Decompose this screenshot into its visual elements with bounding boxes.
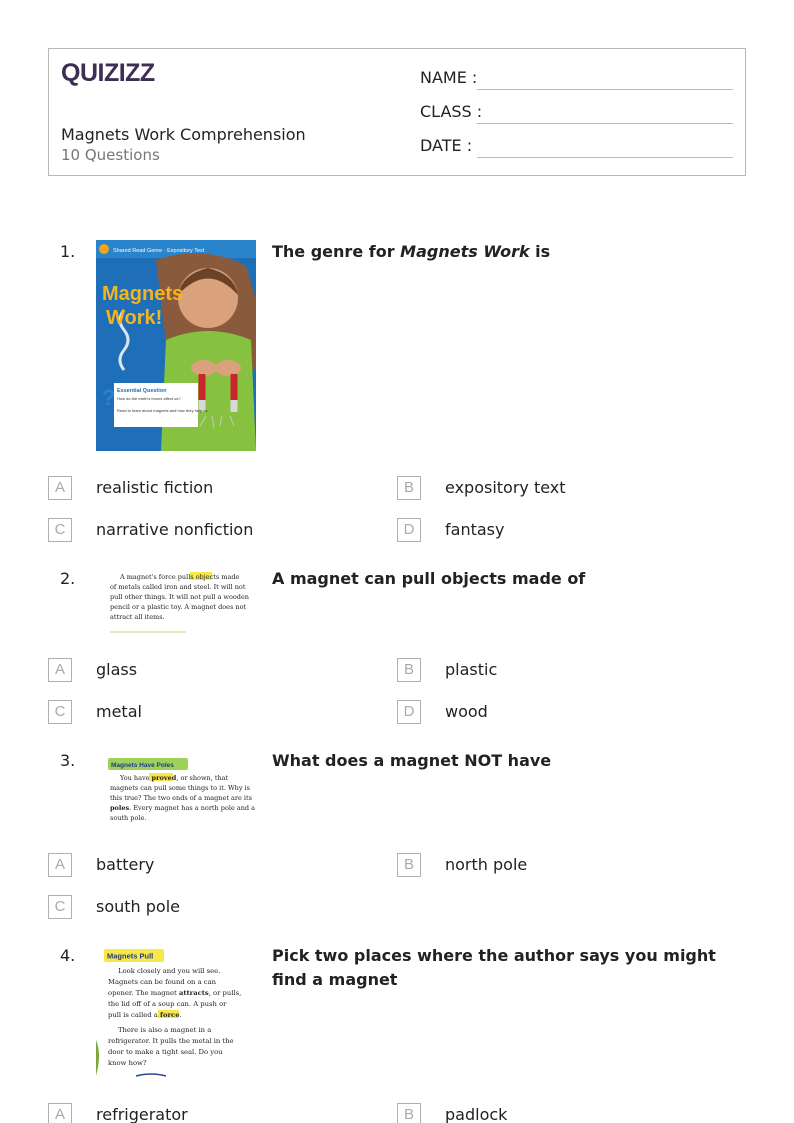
option-text[interactable]: metal xyxy=(96,702,142,721)
question-number: 3. xyxy=(60,751,76,770)
option-letter[interactable]: B xyxy=(397,476,421,500)
worksheet-header xyxy=(48,48,746,176)
option-text[interactable]: realistic fiction xyxy=(96,478,214,497)
option-text[interactable]: battery xyxy=(96,855,155,874)
option-text[interactable]: expository text xyxy=(445,478,566,497)
svg-text:Magnets Have Poles: Magnets Have Poles xyxy=(111,762,174,769)
option-text[interactable]: wood xyxy=(445,702,488,721)
option-letter[interactable]: B xyxy=(397,1103,421,1123)
option-letter[interactable]: A xyxy=(48,476,72,500)
svg-text:poles. Every magnet has a nort: poles. Every magnet has a north pole and a xyxy=(110,804,256,812)
question-number: 4. xyxy=(60,946,76,965)
option-letter[interactable]: B xyxy=(397,658,421,682)
option-text[interactable]: padlock xyxy=(445,1105,508,1123)
quizizz-logo: QUIZIZZ xyxy=(61,59,155,87)
date-line[interactable] xyxy=(477,157,733,158)
name-label: NAME : xyxy=(420,68,478,87)
option-letter[interactable]: A xyxy=(48,1103,72,1123)
svg-text:Look closely and you will see.: Look closely and you will see. xyxy=(118,967,221,975)
date-label: DATE : xyxy=(420,136,473,155)
question-count: 10 Questions xyxy=(61,146,160,164)
svg-text:opener. The magnet attracts, o: opener. The magnet attracts, or pulls, xyxy=(108,989,242,997)
svg-text:How do the earth's forces affe: How do the earth's forces affect us? xyxy=(117,396,181,401)
svg-text:of metals called iron and stee: of metals called iron and steel. It will not xyxy=(110,583,246,591)
svg-text:pull other things. It will not: pull other things. It will not pull a wooden xyxy=(110,593,249,601)
question-text: The genre for Magnets Work is xyxy=(272,242,551,261)
svg-text:Read to learn about magnets an: Read to learn about magnets and how they help us. xyxy=(117,408,209,413)
option-text[interactable]: glass xyxy=(96,660,138,679)
option-text[interactable]: plastic xyxy=(445,660,498,679)
book-cover-image xyxy=(96,240,256,451)
question-number: 1. xyxy=(60,242,76,261)
question-text: A magnet can pull objects made of xyxy=(272,569,586,588)
svg-text:There is also a magnet in a: There is also a magnet in a xyxy=(118,1026,212,1034)
option-letter[interactable]: D xyxy=(397,700,421,724)
option-letter[interactable]: C xyxy=(48,700,72,724)
svg-text:Shared Read Genre · Exposito: Shared Read Genre · Expository Text xyxy=(113,248,205,254)
svg-text:the lid off of a soup can. A p: the lid off of a soup can. A push or xyxy=(108,1000,227,1008)
svg-text:You have proved, or shown, tha: You have proved, or shown, that xyxy=(120,774,229,782)
question-text: Pick two places where the author says you might find a magnet xyxy=(272,946,716,989)
question-number: 2. xyxy=(60,569,76,588)
svg-text:south pole.: south pole. xyxy=(110,814,147,822)
svg-text:Magnets Pull: Magnets Pull xyxy=(107,951,154,961)
svg-text:door to make a tight seal. Do: door to make a tight seal. Do you xyxy=(108,1048,223,1056)
text-excerpt-image xyxy=(96,567,256,637)
option-text[interactable]: south pole xyxy=(96,897,180,916)
option-letter[interactable]: A xyxy=(48,658,72,682)
name-line[interactable] xyxy=(477,89,733,90)
option-letter[interactable]: C xyxy=(48,518,72,542)
option-letter[interactable]: D xyxy=(397,518,421,542)
svg-text:Work!: Work! xyxy=(106,307,163,329)
svg-text:this true? The two ends of a m: this true? The two ends of a magnet are its xyxy=(110,794,252,802)
option-letter[interactable]: A xyxy=(48,853,72,877)
option-text[interactable]: narrative nonfiction xyxy=(96,520,254,539)
svg-text:Magnets: Magnets xyxy=(102,283,184,305)
option-text[interactable]: fantasy xyxy=(445,520,505,539)
question-text: What does a magnet NOT have xyxy=(272,751,552,770)
svg-text:pull is called a force.: pull is called a force. xyxy=(108,1011,182,1019)
text-excerpt-image xyxy=(96,944,256,1078)
svg-text:Magnets can be found on a can: Magnets can be found on a can xyxy=(108,978,217,986)
option-text[interactable]: refrigerator xyxy=(96,1105,188,1123)
option-text[interactable]: north pole xyxy=(445,855,528,874)
option-letter[interactable]: C xyxy=(48,895,72,919)
svg-text:?: ? xyxy=(102,385,116,410)
option-letter[interactable]: B xyxy=(397,853,421,877)
svg-text:know how?: know how? xyxy=(108,1059,147,1067)
svg-text:attract all items.: attract all items. xyxy=(110,613,165,621)
svg-text:Essential Question: Essential Question xyxy=(117,388,167,394)
class-label: CLASS : xyxy=(420,102,483,121)
text-excerpt-image xyxy=(96,749,256,829)
svg-text:magnets can pull some things t: magnets can pull some things to it. Why is xyxy=(110,784,250,792)
svg-text:pencil or a plastic toy. A mag: pencil or a plastic toy. A magnet does not xyxy=(110,603,247,611)
class-line[interactable] xyxy=(477,123,733,124)
worksheet-title: Magnets Work Comprehension xyxy=(61,125,306,144)
svg-text:refrigerator. It pulls the met: refrigerator. It pulls the metal in the xyxy=(108,1037,234,1045)
svg-text:A magnet's force pulls objects: A magnet's force pulls objects made xyxy=(120,573,240,581)
